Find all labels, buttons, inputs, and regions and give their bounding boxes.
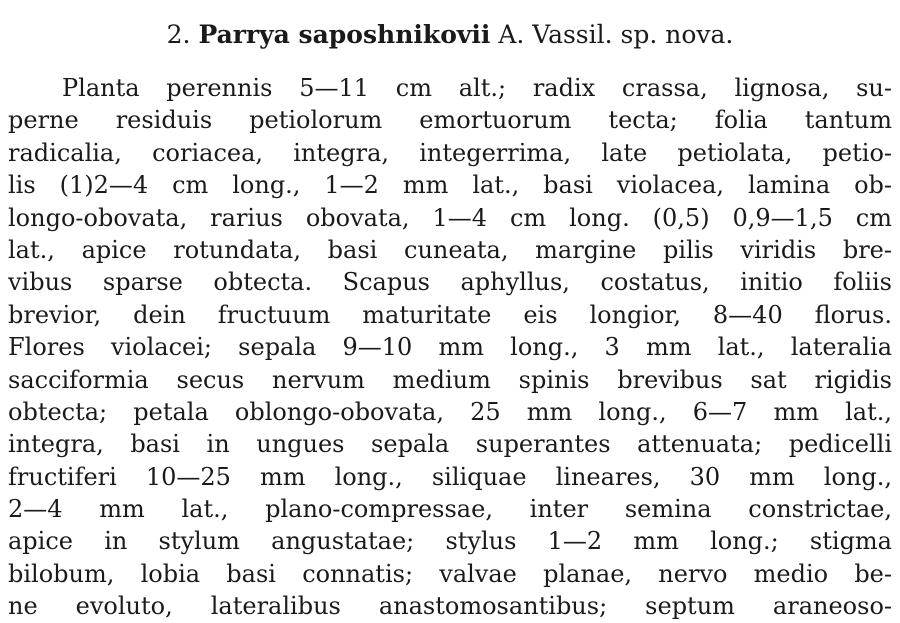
heading-number: 2.: [166, 20, 191, 49]
text-line: bilobum, lobia basi connatis; valvae planae, nervo medio be-: [8, 559, 892, 588]
text-line: obtecta; petala oblongo-obovata, 25 mm long., 6—7 mm lat.,: [8, 397, 892, 426]
species-heading: [0, 18, 900, 52]
text-line: sacciformia secus nervum medium spinis brevibus sat rigidis: [8, 365, 892, 394]
description-paragraph: [8, 72, 892, 623]
text-line: brevior, dein fructuum maturitate eis longior, 8—40 florus.: [8, 300, 892, 329]
text-line: apice in stylum angustatae; stylus 1—2 mm long.; stigma: [8, 527, 892, 556]
text-line: lis (1)2—4 cm long., 1—2 mm lat., basi violacea, lamina ob-: [8, 171, 892, 200]
text-line: longo-obovata, rarius obovata, 1—4 cm long. (0,5) 0,9—1,5 cm: [8, 203, 892, 232]
text-line: perne residuis petiolorum emortuorum tecta; folia tantum: [8, 106, 892, 135]
text-line: fructiferi 10—25 mm long., siliquae lineares, 30 mm long.,: [8, 462, 892, 491]
text-line: integra, basi in ungues sepala superantes attenuata; pedicelli: [8, 430, 892, 459]
text-line: vibus sparse obtecta. Scapus aphyllus, costatus, initio foliis: [8, 268, 892, 297]
text-line: Planta perennis 5—11 cm alt.; radix crassa, lignosa, su-: [62, 74, 892, 102]
text-line: lat., apice rotundata, basi cuneata, margine pilis viridis bre-: [8, 235, 892, 264]
text-line: 2—4 mm lat., plano-compressae, inter semina constrictae,: [8, 495, 892, 524]
species-name: Parrya saposhnikovii: [198, 20, 491, 49]
text-line: ne evoluto, lateralibus anastomosantibus; septum araneoso-: [8, 592, 892, 621]
text-line: Flores violacei; sepala 9—10 mm long., 3 mm lat., lateralia: [8, 333, 892, 362]
text-line: radicalia, coriacea, integra, integerrima, late petiolata, petio-: [8, 138, 892, 167]
heading-authority: A. Vassil. sp. nova.: [498, 20, 734, 49]
